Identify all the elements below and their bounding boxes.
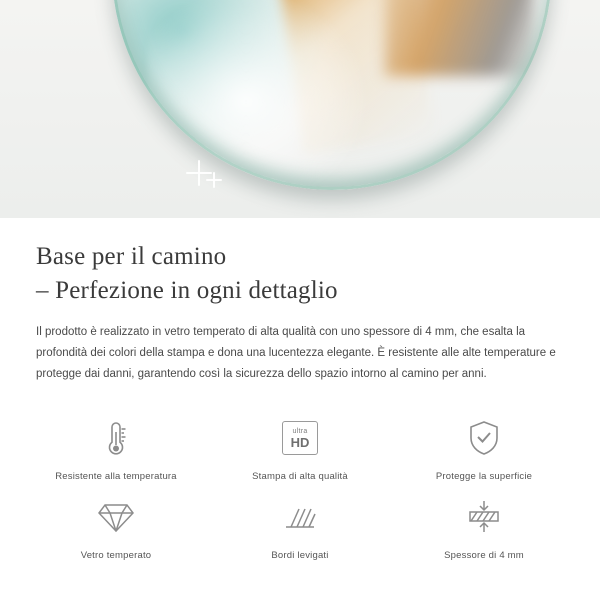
feature-label: Stampa di alta qualità (252, 471, 348, 482)
diamond-icon (97, 494, 135, 540)
feature-grid (0, 385, 600, 561)
ultra-hd-badge-top: ultra (292, 427, 308, 435)
feature-item-print-quality (208, 415, 392, 482)
body-paragraph: Il prodotto è realizzato in vetro temperato di alta qualità con uno spessore di 4 mm, che esalta la profondità dei colori della stampa e dona una lucentezza elegante. È resistente alle alte temperature e protegge dai danni, garantendo così la sicurezza dello spazio intorno al camino per anni. (36, 326, 556, 380)
headline-line-1: Base per il camino (36, 243, 227, 270)
feature-label: Vetro temperato (80, 550, 152, 561)
feature-item-tempered-glass (24, 494, 208, 561)
thickness-arrows-icon (464, 494, 504, 540)
feature-label: Protegge la superficie (435, 471, 533, 482)
polished-edges-icon (282, 494, 318, 540)
page-title (36, 240, 564, 308)
feature-item-thickness (392, 494, 576, 561)
thermometer-icon (99, 415, 133, 461)
text-content (0, 218, 600, 385)
headline-line-2: – Perfezione in ogni dettaglio (36, 277, 338, 304)
feature-label: Bordi levigati (271, 550, 329, 561)
ultra-hd-icon (282, 415, 318, 461)
feature-label: Resistente alla temperatura (55, 471, 177, 482)
feature-label: Spessore di 4 mm (444, 550, 524, 561)
shield-check-icon (466, 415, 502, 461)
feature-item-polished-edges (208, 494, 392, 561)
feature-item-surface-protection (392, 415, 576, 482)
ultra-hd-badge-bottom: HD (290, 434, 310, 450)
feature-item-temperature (24, 415, 208, 482)
hero-product-image (0, 0, 600, 218)
